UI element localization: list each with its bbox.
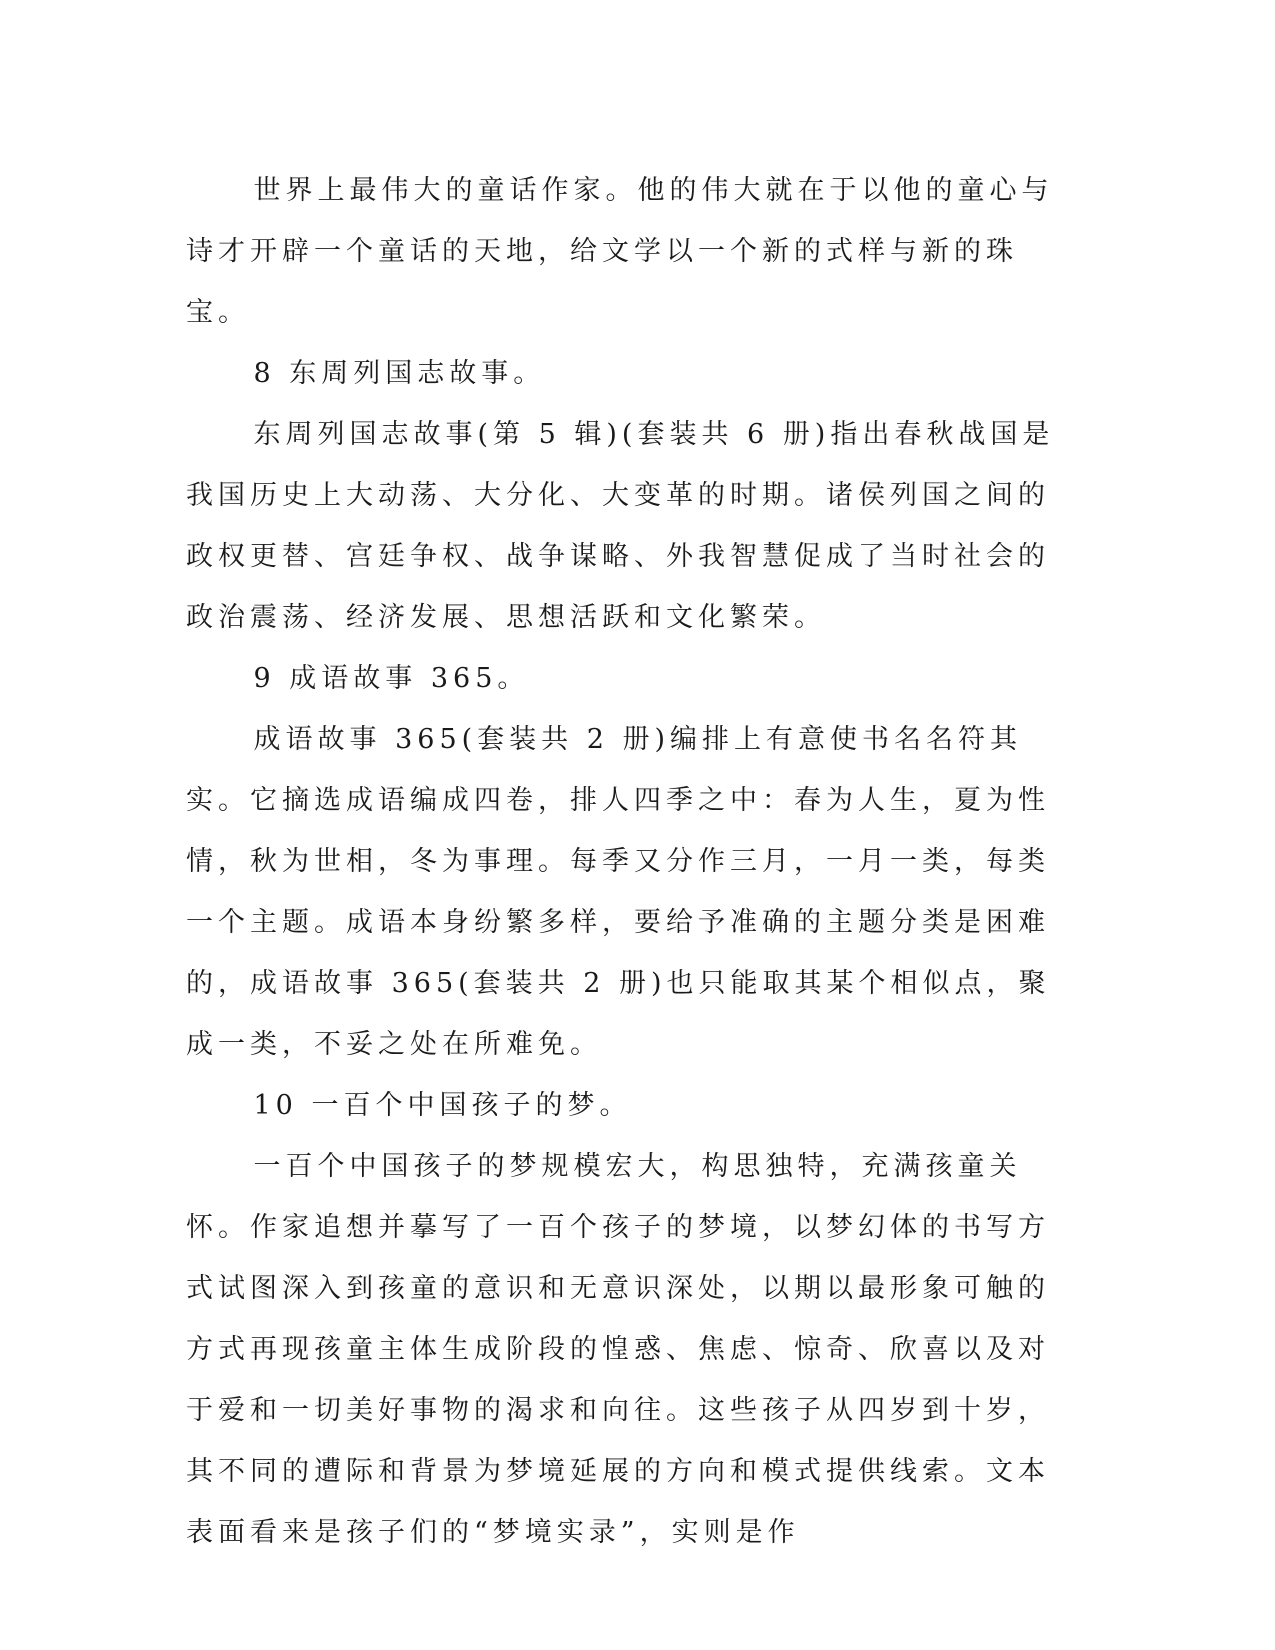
- document-body: [186, 160, 1066, 1563]
- heading-item-10: 10 一百个中国孩子的梦。: [253, 1090, 632, 1121]
- heading-item-9: 9 成语故事 365。: [253, 663, 530, 694]
- paragraph-hundred-dreams: 一百个中国孩子的梦规模宏大，构思独特，充满孩童关怀。作家追想并摹写了一百个孩子的梦境，以梦幻体的书写方式试图深入到孩童的意识和无意识深处，以期以最形象可触的方式再现孩童主体生成阶段的惶惑、焦虑、惊奇、欣喜以及对于爱和一切美好事物的渴求和向往。这些孩子从四岁到十岁，其不同的遭际和背景为梦境延展的方向和模式提供线索。文本表面看来是孩子们的“梦境实录”，实则是作: [186, 1151, 1050, 1548]
- paragraph-andersen-praise: 世界上最伟大的童话作家。他的伟大就在于以他的童心与诗才开辟一个童话的天地，给文学以一个新的式样与新的珠宝。: [186, 175, 1054, 328]
- heading-item-8: 8 东周列国志故事。: [253, 358, 546, 389]
- paragraph-dongzhou-lieguozhi: 东周列国志故事(第 5 辑)(套装共 6 册)指出春秋战国是我国历史上大动荡、大分化、大变革的时期。诸侯列国之间的政权更替、宫廷争权、战争谋略、外我智慧促成了当时社会的政治震荡、经济发展、思想活跃和文化繁荣。: [186, 419, 1055, 633]
- paragraph-chengyu-gushi: 成语故事 365(套装共 2 册)编排上有意使书名名符其实。它摘选成语编成四卷，排人四季之中：春为人生，夏为性情，秋为世相，冬为事理。每季又分作三月，一月一类，每类一个主题。成语本身纷繁多样，要给予准确的主题分类是困难的，成语故事 365(套装共 2 册)也只能取其某个相似点，聚成一类，不妥之处在所难免。: [186, 724, 1051, 1060]
